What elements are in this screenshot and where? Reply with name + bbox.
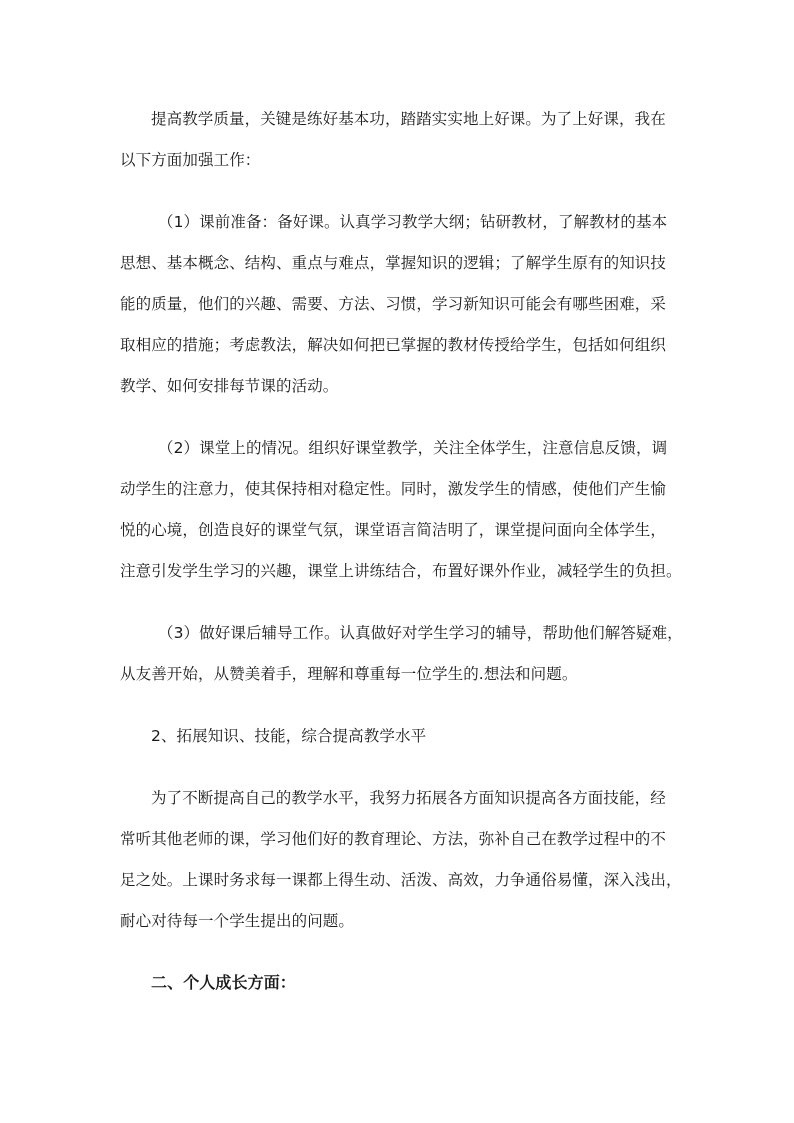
item3-line-2: 从友善开始，从赞美着手，理解和尊重每一位学生的.想法和问题。 <box>120 665 578 683</box>
item2-line-1: （2）课堂上的情况。组织好课堂教学，关注全体学生，注意信息反馈，调 <box>158 439 668 457</box>
item3-line-1: （3）做好课后辅导工作。认真做好对学生学习的辅导，帮助他们解答疑难， <box>158 624 683 642</box>
item1-line-5: 教学、如何安排每节课的活动。 <box>120 377 339 395</box>
item1-line-1: （1）课前准备：备好课。认真学习教学大纲；钻研教材，了解教材的基本 <box>158 213 668 231</box>
section2-line-2: 常听其他老师的课，学习他们好的教育理论、方法，弥补自己在教学过程中的不 <box>120 830 667 848</box>
intro-line-1: 提高教学质量，关键是练好基本功，踏踏实实地上好课。为了上好课，我在 <box>151 110 666 128</box>
item2-line-4: 注意引发学生学习的兴趣，课堂上讲练结合，布置好课外作业，减轻学生的负担。 <box>120 562 682 580</box>
item1-line-4: 取相应的措施；考虑教法，解决如何把已掌握的教材传授给学生，包括如何组织 <box>120 336 667 354</box>
section2-title: 2、拓展知识、技能，综合提高教学水平 <box>151 727 427 745</box>
section2-line-1: 为了不断提高自己的教学水平，我努力拓展各方面知识提高各方面技能，经 <box>151 789 666 807</box>
section2-line-4: 耐心对待每一个学生提出的问题。 <box>120 912 355 930</box>
item1-line-2: 思想、基本概念、结构、重点与难点，掌握知识的逻辑；了解学生原有的知识技 <box>120 254 667 272</box>
item2-line-3: 悦的心境，创造良好的课堂气氛，课堂语言简洁明了，课堂提问面向全体学生， <box>120 521 667 539</box>
intro-line-2: 以下方面加强工作： <box>120 151 261 169</box>
section2-line-3: 足之处。上课时务求每一课都上得生动、活泼、高效，力争通俗易懂，深入浅出， <box>120 871 682 889</box>
personal-growth-heading: 二、个人成长方面： <box>151 973 296 992</box>
item2-line-2: 动学生的注意力，使其保持相对稳定性。同时，激发学生的情感，使他们产生愉 <box>120 480 667 498</box>
item1-line-3: 能的质量，他们的兴趣、需要、方法、习惯，学习新知识可能会有哪些困难，采 <box>120 295 667 313</box>
